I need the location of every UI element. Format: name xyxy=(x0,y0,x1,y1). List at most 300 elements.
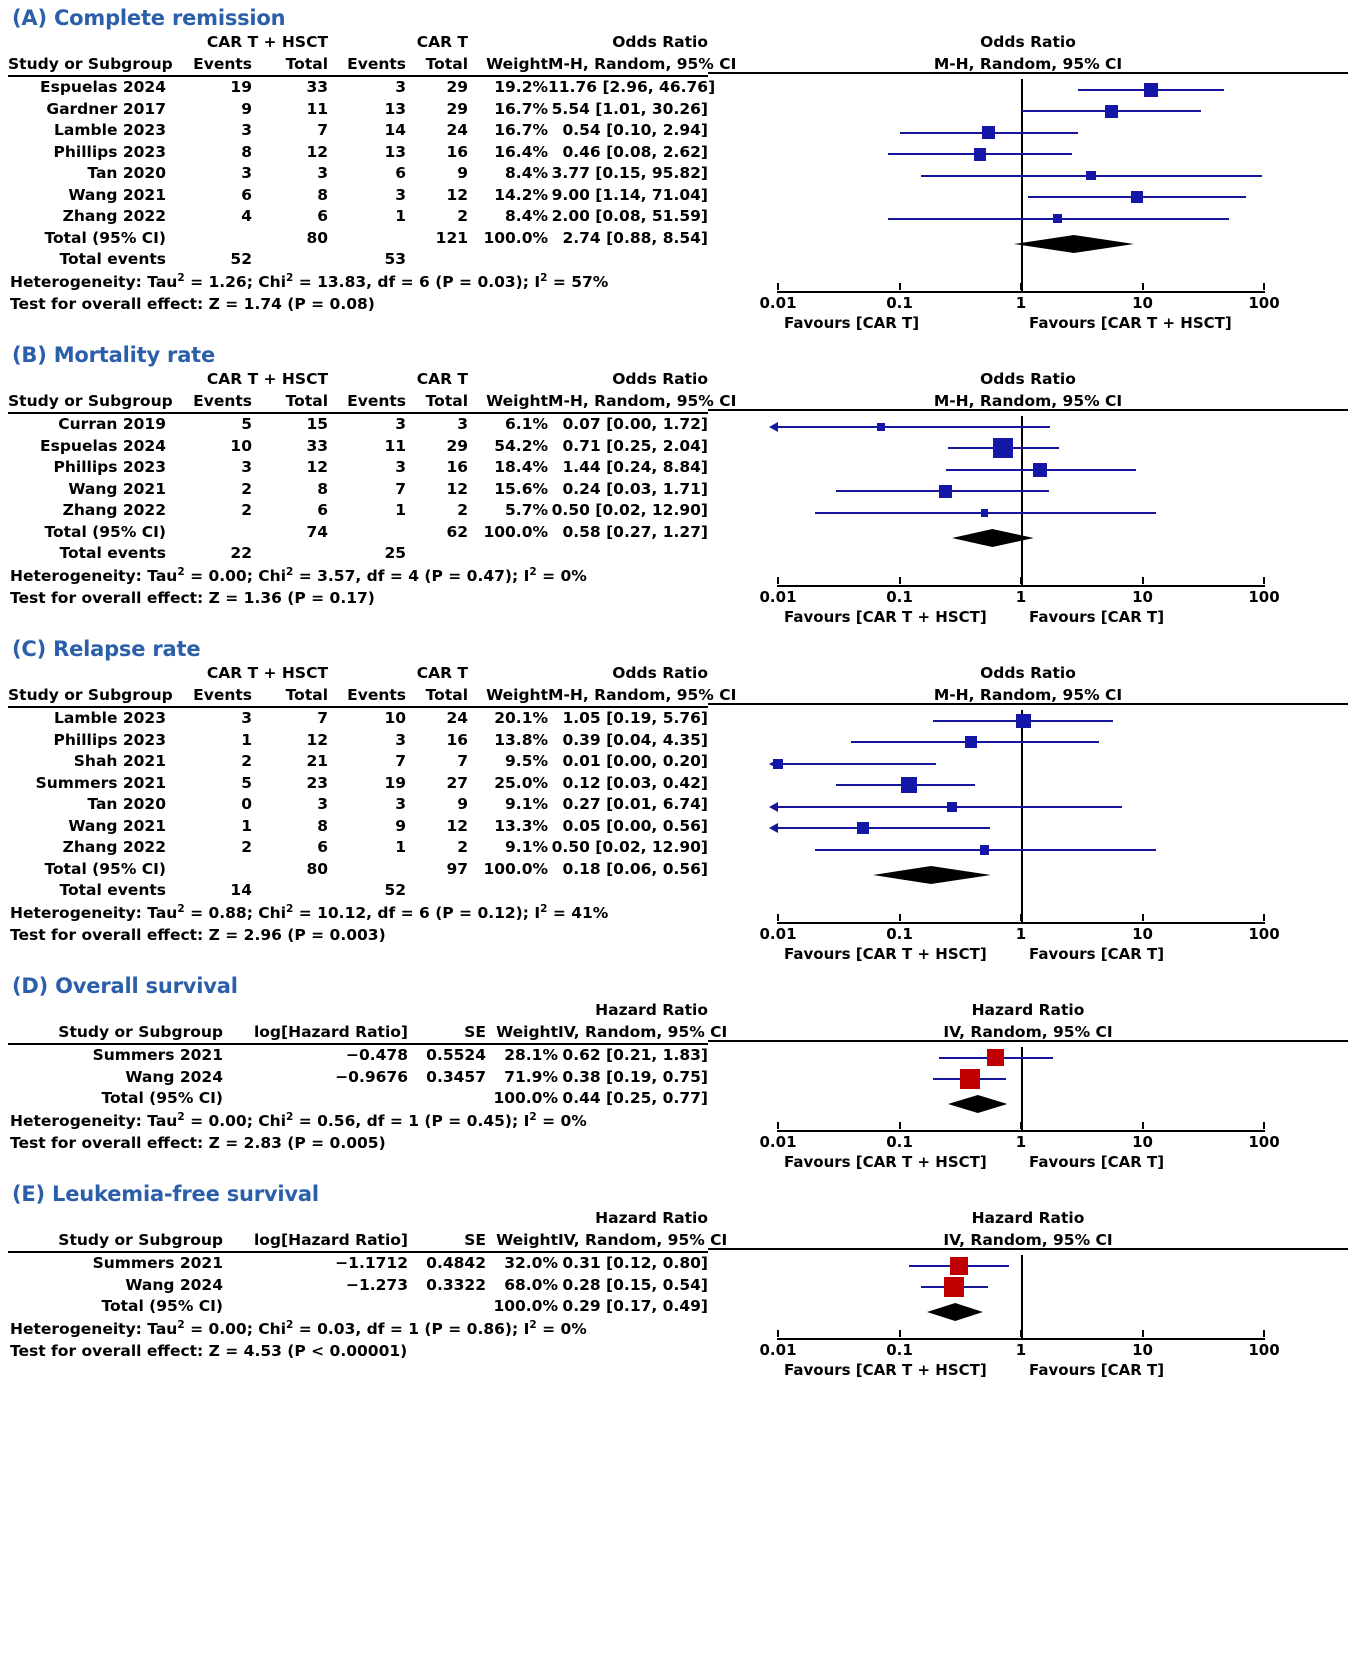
cell-weight: 9.1% xyxy=(505,795,549,813)
table-row xyxy=(8,730,708,752)
cell-total-events-1: 14 xyxy=(230,881,252,899)
col-study: Study or Subgroup xyxy=(8,1022,223,1045)
x-axis-tick xyxy=(1142,914,1144,921)
table-row xyxy=(8,707,708,730)
cell-ci: 0.54 [0.10, 2.94] xyxy=(562,121,709,139)
cell-total-weight: 100.0% xyxy=(483,859,549,878)
x-axis xyxy=(777,1130,1265,1132)
panel-title: (D) Overall survival xyxy=(12,974,238,998)
cell-total-1: 8 xyxy=(317,185,329,204)
ci-left-arrow xyxy=(769,802,778,812)
cell-study: Tan 2020 xyxy=(87,164,166,182)
x-axis-tick xyxy=(1263,577,1265,584)
cell-events-1: 5 xyxy=(241,415,252,433)
cell-loghr: −1.1712 xyxy=(335,1254,408,1272)
x-axis-tick xyxy=(1263,1330,1265,1337)
col-total-2: Total xyxy=(406,54,468,77)
cell-study: Summers 2021 xyxy=(92,1254,223,1272)
col-ci: M-H, Random, 95% CI xyxy=(548,685,708,708)
cell-total-events-label: Total events xyxy=(59,544,166,562)
cell-events-2: 3 xyxy=(395,458,407,476)
effect-marker xyxy=(980,845,990,855)
x-axis-tick xyxy=(899,1330,901,1337)
pooled-diamond xyxy=(927,1303,983,1321)
cell-weight: 9.5% xyxy=(505,752,549,770)
col-weight: Weight xyxy=(486,1230,558,1253)
x-axis-tick xyxy=(1142,1122,1144,1129)
cell-weight: 20.1% xyxy=(494,709,549,727)
cell-total-1: 12 xyxy=(306,142,329,161)
x-axis xyxy=(777,585,1265,587)
cell-total-ci: 0.58 [0.27, 1.27] xyxy=(562,522,709,541)
table-row xyxy=(8,479,708,501)
cell-ci: 0.39 [0.04, 4.35] xyxy=(562,730,709,749)
cell-ci: 0.62 [0.21, 1.83] xyxy=(562,1046,708,1064)
cell-weight: 18.4% xyxy=(494,458,549,476)
table-row xyxy=(8,1252,708,1275)
table-group-header xyxy=(8,663,708,685)
cell-study: Zhang 2022 xyxy=(62,501,166,519)
x-axis-tick-label: 0.1 xyxy=(886,925,913,943)
table-row xyxy=(8,185,708,207)
table-total-events-row xyxy=(8,543,708,565)
col-events-1: Events xyxy=(166,685,252,708)
cell-total-1: 12 xyxy=(306,458,329,476)
x-axis-tick xyxy=(1263,283,1265,290)
x-axis-tick xyxy=(777,914,779,921)
cell-weight: 54.2% xyxy=(494,436,549,455)
table-row xyxy=(8,794,708,816)
plot-subtitle: M-H, Random, 95% CI xyxy=(933,54,1123,73)
cell-total-2: 2 xyxy=(457,501,469,519)
cell-total-2: 29 xyxy=(446,436,469,455)
cell-weight: 9.1% xyxy=(505,838,549,856)
col-se: SE xyxy=(408,1022,486,1045)
table-row xyxy=(8,751,708,773)
forest-panel-d xyxy=(0,974,1370,1176)
group-header-control: CAR T xyxy=(416,370,469,388)
cell-total-2: 12 xyxy=(446,479,469,498)
table-row xyxy=(8,163,708,185)
cell-loghr: −0.478 xyxy=(345,1046,408,1064)
pooled-diamond xyxy=(948,1095,1007,1113)
cell-total-events-1: 22 xyxy=(230,544,252,562)
x-axis-tick-label: 10 xyxy=(1132,588,1153,606)
cell-weight: 32.0% xyxy=(504,1254,558,1272)
x-axis-tick xyxy=(1142,1330,1144,1337)
effect-marker xyxy=(857,822,869,834)
cell-total-events-2: 52 xyxy=(384,881,407,899)
overall-effect-text: Test for overall effect: Z = 2.96 (P = 0.003) xyxy=(10,925,386,944)
effect-marker xyxy=(987,1049,1004,1066)
col-study: Study or Subgroup xyxy=(8,391,166,414)
cell-ci: 0.71 [0.25, 2.04] xyxy=(562,436,709,455)
table-row xyxy=(8,457,708,479)
favours-left-label: Favours [CAR T + HSCT] xyxy=(784,608,987,626)
col-weight: Weight xyxy=(486,1022,558,1045)
cell-total-2: 7 xyxy=(457,752,469,770)
cell-weight: 16.4% xyxy=(494,142,549,161)
cell-total-1: 21 xyxy=(306,752,329,770)
effect-marker xyxy=(1131,191,1143,203)
cell-total-1: 33 xyxy=(306,78,329,96)
cell-study: Shah 2021 xyxy=(73,752,166,770)
cell-weight: 71.9% xyxy=(504,1067,558,1086)
effect-marker xyxy=(1144,83,1158,97)
plot-subtitle: M-H, Random, 95% CI xyxy=(933,685,1123,704)
x-axis-tick-label: 0.1 xyxy=(886,294,913,312)
cell-ci: 0.31 [0.12, 0.80] xyxy=(562,1254,708,1272)
cell-events-1: 3 xyxy=(241,121,252,139)
cell-study: Phillips 2023 xyxy=(53,458,166,476)
cell-total-weight: 100.0% xyxy=(483,522,549,541)
forest-plot-figure xyxy=(0,6,1370,1384)
x-axis-tick-label: 0.01 xyxy=(759,1341,797,1359)
cell-total-1: 6 xyxy=(317,838,329,856)
cell-study: Curran 2019 xyxy=(58,415,166,433)
cell-total-1: 11 xyxy=(306,99,329,118)
col-events-2: Events xyxy=(328,685,406,708)
plot-area xyxy=(708,1043,1348,1176)
col-loghr: log[Hazard Ratio] xyxy=(223,1022,408,1045)
forest-panel-a xyxy=(0,6,1370,337)
x-axis-tick xyxy=(1020,283,1022,290)
x-axis-tick-label: 10 xyxy=(1132,1133,1153,1151)
cell-study: Phillips 2023 xyxy=(53,730,166,749)
group-header-treatment: CAR T + HSCT xyxy=(206,664,329,682)
cell-ci: 0.46 [0.08, 2.62] xyxy=(562,142,709,161)
col-events-1: Events xyxy=(166,54,252,77)
cell-study: Lamble 2023 xyxy=(54,121,166,139)
cell-loghr: −0.9676 xyxy=(335,1067,408,1086)
x-axis-tick-label: 0.01 xyxy=(759,588,797,606)
cell-ci: 0.28 [0.15, 0.54] xyxy=(562,1275,708,1294)
x-axis-tick xyxy=(1020,1330,1022,1337)
cell-total-2: 2 xyxy=(457,207,469,225)
col-se: SE xyxy=(408,1230,486,1253)
col-total-1: Total xyxy=(252,54,328,77)
cell-weight: 15.6% xyxy=(494,479,549,498)
cell-ci: 9.00 [1.14, 71.04] xyxy=(551,185,709,204)
x-axis-tick xyxy=(899,283,901,290)
group-header-treatment: CAR T + HSCT xyxy=(206,370,329,388)
null-line xyxy=(1021,1255,1023,1338)
cell-se: 0.4842 xyxy=(426,1254,486,1272)
overall-effect-text: Test for overall effect: Z = 1.74 (P = 0.08) xyxy=(10,294,375,313)
table-row xyxy=(8,816,708,838)
panel-title: (B) Mortality rate xyxy=(12,343,216,367)
cell-total-2: 12 xyxy=(446,185,469,204)
cell-total-label: Total (95% CI) xyxy=(44,228,166,247)
x-axis-tick-label: 100 xyxy=(1248,294,1280,312)
cell-study: Summers 2021 xyxy=(35,773,166,792)
confidence-interval xyxy=(778,763,936,765)
x-axis-tick-label: 0.01 xyxy=(759,925,797,943)
cell-ci: 11.76 [2.96, 46.76] xyxy=(548,78,716,96)
group-header-effect: Odds Ratio xyxy=(612,33,709,51)
table-row xyxy=(8,1275,708,1297)
effect-marker xyxy=(974,148,987,161)
effect-marker xyxy=(960,1069,980,1089)
x-axis-tick-label: 10 xyxy=(1132,294,1153,312)
table-group-header xyxy=(8,1000,708,1022)
x-axis-tick xyxy=(1020,1122,1022,1129)
cell-events-1: 8 xyxy=(241,142,252,161)
null-line xyxy=(1021,1047,1023,1130)
effect-marker xyxy=(982,126,995,139)
cell-events-2: 7 xyxy=(395,479,407,498)
x-axis-tick xyxy=(777,1122,779,1129)
cell-events-1: 3 xyxy=(241,458,252,476)
forest-table xyxy=(8,663,737,902)
x-axis-tick xyxy=(899,914,901,921)
table-row xyxy=(8,500,708,522)
cell-total-events-label: Total events xyxy=(59,250,166,268)
effect-marker xyxy=(947,802,957,812)
x-axis-tick-label: 100 xyxy=(1248,588,1280,606)
x-axis-tick xyxy=(1263,914,1265,921)
x-axis-tick-label: 1 xyxy=(1015,588,1027,606)
x-axis-tick xyxy=(1020,914,1022,921)
table-row xyxy=(8,436,708,458)
cell-total-n1: 74 xyxy=(306,522,329,541)
cell-ci: 5.54 [1.01, 30.26] xyxy=(551,99,709,118)
panel-title: (A) Complete remission xyxy=(12,6,286,30)
cell-study: Wang 2021 xyxy=(68,479,166,498)
cell-total-2: 16 xyxy=(446,458,469,476)
favours-left-label: Favours [CAR T + HSCT] xyxy=(784,1153,987,1171)
effect-marker xyxy=(965,736,977,748)
heterogeneity-text: Heterogeneity: Tau$^2$ = 0.00; Chi$^2$ = 3.57, df = 4 (P = 0.47); $I^2 = 0\%$ xyxy=(10,565,587,585)
cell-events-1: 6 xyxy=(241,185,252,204)
x-axis-tick xyxy=(777,577,779,584)
cell-events-2: 19 xyxy=(384,773,407,792)
cell-total-weight: 100.0% xyxy=(483,228,549,247)
cell-study: Summers 2021 xyxy=(92,1046,223,1064)
heterogeneity-text: Heterogeneity: Tau$^2$ = 1.26; Chi$^2$ = 13.83, df = 6 (P = 0.03); $I^2 = 57\%$ xyxy=(10,271,609,291)
table-column-header xyxy=(8,685,708,708)
cell-weight: 5.7% xyxy=(505,501,549,519)
favours-right-label: Favours [CAR T] xyxy=(1029,945,1165,963)
cell-events-2: 9 xyxy=(395,816,407,835)
cell-events-2: 1 xyxy=(395,838,407,856)
table-column-header xyxy=(8,1230,708,1253)
group-header-effect: Odds Ratio xyxy=(612,370,709,388)
effect-marker xyxy=(1086,171,1095,180)
x-axis-tick-label: 0.1 xyxy=(886,1133,913,1151)
table-row xyxy=(8,837,708,859)
cell-total-2: 29 xyxy=(446,99,469,118)
cell-ci: 0.05 [0.00, 0.56] xyxy=(562,816,709,835)
plot-title: Hazard Ratio xyxy=(971,1001,1085,1019)
cell-total-ci: 0.29 [0.17, 0.49] xyxy=(562,1297,708,1315)
col-ci: IV, Random, 95% CI xyxy=(558,1230,708,1253)
table-group-header xyxy=(8,1208,708,1230)
plot-title: Hazard Ratio xyxy=(971,1209,1085,1227)
cell-total-2: 9 xyxy=(457,795,469,813)
cell-total-2: 12 xyxy=(446,816,469,835)
x-axis-tick xyxy=(899,1122,901,1129)
panel-title: (C) Relapse rate xyxy=(12,637,201,661)
cell-events-2: 10 xyxy=(384,709,407,727)
cell-total-events-label: Total events xyxy=(59,881,166,899)
heterogeneity-text: Heterogeneity: Tau$^2$ = 0.00; Chi$^2$ = 0.56, df = 1 (P = 0.45); $I^2 = 0\%$ xyxy=(10,1110,587,1130)
cell-ci: 0.12 [0.03, 0.42] xyxy=(562,773,709,792)
plot-subtitle: IV, Random, 95% CI xyxy=(943,1022,1113,1041)
cell-events-2: 6 xyxy=(395,164,407,182)
cell-events-1: 4 xyxy=(241,207,252,225)
plot-area xyxy=(708,706,1348,968)
table-total-row xyxy=(8,859,708,881)
cell-study: Espuelas 2024 xyxy=(40,436,166,455)
confidence-interval xyxy=(778,426,1050,428)
effect-marker xyxy=(944,1277,964,1297)
cell-total-2: 16 xyxy=(446,730,469,749)
cell-total-label: Total (95% CI) xyxy=(44,522,166,541)
x-axis-tick-label: 100 xyxy=(1248,925,1280,943)
effect-marker xyxy=(993,438,1013,458)
cell-total-weight: 100.0% xyxy=(493,1297,558,1315)
favours-right-label: Favours [CAR T] xyxy=(1029,1361,1165,1379)
effect-marker xyxy=(901,777,917,793)
table-total-row xyxy=(8,1296,708,1318)
cell-study: Zhang 2022 xyxy=(62,207,166,225)
cell-total-1: 7 xyxy=(317,121,329,139)
cell-se: 0.5524 xyxy=(426,1046,486,1064)
table-row xyxy=(8,1044,708,1067)
cell-weight: 68.0% xyxy=(504,1275,558,1294)
cell-total-n2: 121 xyxy=(435,228,469,247)
forest-panel-b xyxy=(0,343,1370,631)
pooled-diamond xyxy=(952,529,1034,547)
overall-effect-text: Test for overall effect: Z = 4.53 (P < 0.00001) xyxy=(10,1341,408,1360)
overall-effect-text: Test for overall effect: Z = 2.83 (P = 0.005) xyxy=(10,1133,386,1152)
cell-ci: 0.27 [0.01, 6.74] xyxy=(562,795,709,813)
effect-marker xyxy=(1033,463,1047,477)
group-header-effect: Odds Ratio xyxy=(612,664,709,682)
forest-panel-e xyxy=(0,1182,1370,1384)
x-axis-tick-label: 1 xyxy=(1015,1341,1027,1359)
cell-ci: 0.24 [0.03, 1.71] xyxy=(562,479,709,498)
col-weight: Weight xyxy=(468,391,548,414)
cell-loghr: −1.273 xyxy=(345,1275,408,1294)
cell-events-1: 19 xyxy=(230,78,252,96)
cell-weight: 13.8% xyxy=(494,730,549,749)
cell-weight: 6.1% xyxy=(505,415,549,433)
plot-title: Odds Ratio xyxy=(980,370,1076,388)
cell-events-1: 2 xyxy=(241,838,252,856)
cell-total-2: 24 xyxy=(446,121,469,139)
cell-total-1: 8 xyxy=(317,816,329,835)
x-axis xyxy=(777,922,1265,924)
table-row xyxy=(8,1067,708,1089)
cell-events-2: 1 xyxy=(395,501,407,519)
effect-marker xyxy=(981,509,989,517)
x-axis-tick-label: 100 xyxy=(1248,1133,1280,1151)
x-axis-tick-label: 1 xyxy=(1015,925,1027,943)
cell-ci: 0.07 [0.00, 1.72] xyxy=(562,415,709,433)
forest-table xyxy=(8,32,737,271)
cell-weight: 28.1% xyxy=(504,1046,558,1064)
cell-ci: 1.05 [0.19, 5.76] xyxy=(562,709,709,727)
table-group-header xyxy=(8,369,708,391)
cell-total-1: 3 xyxy=(317,795,329,813)
cell-se: 0.3457 xyxy=(426,1067,486,1086)
forest-table xyxy=(8,1000,728,1110)
ci-left-arrow xyxy=(769,422,778,432)
group-header-label: Hazard Ratio xyxy=(595,1001,708,1019)
cell-events-1: 1 xyxy=(241,816,252,835)
favours-right-label: Favours [CAR T] xyxy=(1029,608,1165,626)
cell-se: 0.3322 xyxy=(426,1275,486,1294)
x-axis-tick xyxy=(1263,1122,1265,1129)
table-total-row xyxy=(8,228,708,250)
plot-title: Odds Ratio xyxy=(980,33,1076,51)
cell-total-2: 29 xyxy=(446,78,469,96)
cell-events-2: 14 xyxy=(384,121,407,139)
x-axis-tick-label: 10 xyxy=(1132,1341,1153,1359)
col-events-2: Events xyxy=(328,391,406,414)
col-ci: M-H, Random, 95% CI xyxy=(548,391,708,414)
null-line xyxy=(1021,416,1023,585)
col-weight: Weight xyxy=(468,685,548,708)
table-total-row xyxy=(8,1088,708,1110)
cell-weight: 8.4% xyxy=(505,164,549,182)
cell-events-1: 2 xyxy=(241,479,252,498)
x-axis-tick-label: 10 xyxy=(1132,925,1153,943)
cell-total-n1: 80 xyxy=(306,228,329,247)
table-row xyxy=(8,142,708,164)
effect-marker xyxy=(1016,714,1030,728)
x-axis xyxy=(777,1338,1265,1340)
cell-study: Gardner 2017 xyxy=(46,99,166,118)
cell-total-2: 27 xyxy=(446,773,469,792)
table-column-header xyxy=(8,391,708,414)
cell-events-2: 3 xyxy=(395,730,407,749)
group-header-control: CAR T xyxy=(416,33,469,51)
cell-events-1: 2 xyxy=(241,752,252,770)
cell-total-weight: 100.0% xyxy=(493,1089,558,1107)
cell-ci: 2.00 [0.08, 51.59] xyxy=(551,207,709,225)
x-axis-tick-label: 100 xyxy=(1248,1341,1280,1359)
cell-total-n1: 80 xyxy=(306,859,329,878)
cell-weight: 13.3% xyxy=(494,816,549,835)
cell-events-2: 3 xyxy=(395,795,407,813)
cell-events-2: 3 xyxy=(395,185,407,204)
effect-marker xyxy=(950,1257,968,1275)
col-study: Study or Subgroup xyxy=(8,54,166,77)
cell-total-ci: 2.74 [0.88, 8.54] xyxy=(562,228,709,247)
col-total-1: Total xyxy=(252,391,328,414)
cell-total-1: 3 xyxy=(317,164,329,182)
cell-events-2: 13 xyxy=(384,142,407,161)
cell-weight: 8.4% xyxy=(505,207,549,225)
x-axis xyxy=(777,291,1265,293)
cell-total-2: 3 xyxy=(457,415,469,433)
favours-left-label: Favours [CAR T + HSCT] xyxy=(784,1361,987,1379)
col-weight: Weight xyxy=(468,54,548,77)
cell-total-1: 8 xyxy=(317,479,329,498)
panel-title: (E) Leukemia-free survival xyxy=(12,1182,319,1206)
cell-events-1: 3 xyxy=(241,164,252,182)
heterogeneity-text: Heterogeneity: Tau$^2$ = 0.88; Chi$^2$ = 10.12, df = 6 (P = 0.12); $I^2 = 41\%$ xyxy=(10,902,609,922)
col-loghr: log[Hazard Ratio] xyxy=(223,1230,408,1253)
cell-total-2: 16 xyxy=(446,142,469,161)
cell-ci: 0.50 [0.02, 12.90] xyxy=(551,501,709,519)
cell-study: Wang 2024 xyxy=(125,1275,223,1294)
table-group-header xyxy=(8,32,708,54)
cell-total-events-1: 52 xyxy=(230,250,252,268)
